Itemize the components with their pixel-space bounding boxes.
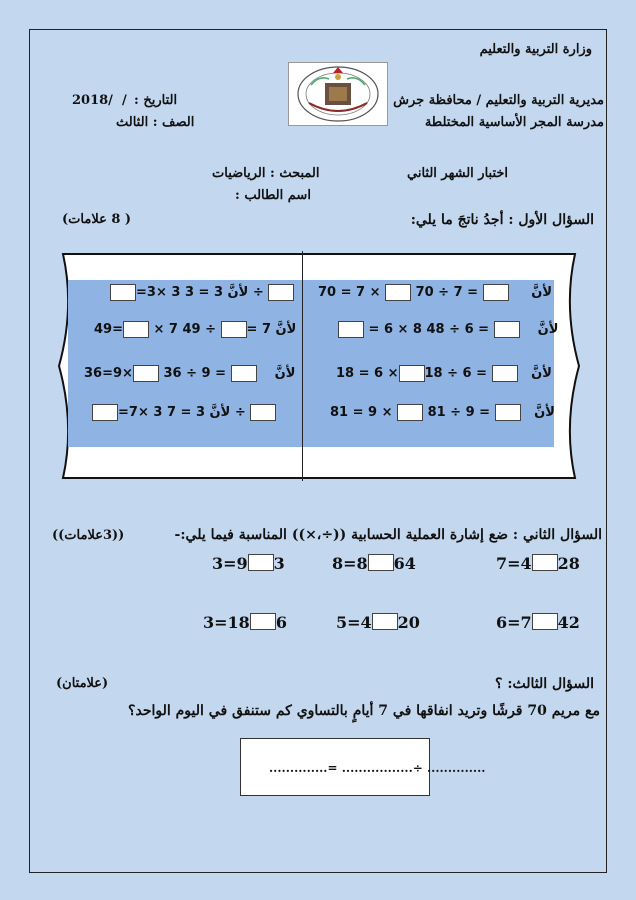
ministry-name: وزارة التربية والتعليم — [479, 42, 592, 57]
operator-box[interactable] — [532, 613, 558, 630]
q1-right-row-4: 81 = 9 × لأنَّ = 9 ÷ 81 — [330, 405, 555, 420]
q2-item: 3=18 6 — [203, 613, 287, 632]
q2-item: 3=9 3 — [212, 554, 285, 573]
q3-answer-box[interactable] — [240, 738, 486, 796]
answer-box[interactable] — [221, 321, 247, 338]
q1-right-row-1: 70 = 7 × لأنَّ = 7 ÷ 70 — [318, 285, 553, 300]
student-name-label: اسم الطالب : — [235, 188, 311, 203]
answer-box[interactable] — [268, 284, 294, 301]
ministry-logo — [288, 62, 388, 126]
directorate-name: مديرية التربية والتعليم / محافظة جرش — [393, 93, 604, 108]
q1-left-row-4: =7× 3 لأنَّ 3 = 7 ÷ — [92, 404, 276, 421]
operator-box[interactable] — [532, 554, 558, 571]
q3-answer-template: ..............= .................÷ .............. — [269, 761, 486, 775]
answer-box[interactable] — [385, 284, 411, 301]
answer-box[interactable] — [338, 321, 364, 338]
operator-box[interactable] — [372, 613, 398, 630]
q2-item: 5=4 20 — [336, 613, 420, 632]
answer-box[interactable] — [92, 404, 118, 421]
answer-box[interactable] — [250, 404, 276, 421]
answer-box[interactable] — [399, 365, 425, 382]
worksheet-page — [29, 29, 607, 873]
answer-box[interactable] — [483, 284, 509, 301]
q2-item: 6=7 42 — [496, 613, 580, 632]
answer-box[interactable] — [494, 321, 520, 338]
q3-marks: (علامتان) — [56, 676, 109, 691]
answer-box[interactable] — [495, 404, 521, 421]
exam-title: اختبار الشهر الثاني — [407, 166, 509, 181]
answer-box[interactable] — [110, 284, 136, 301]
answer-box[interactable] — [397, 404, 423, 421]
q1-exercise-panel — [68, 280, 554, 447]
subject-label: المبحث : الرياضيات — [212, 166, 320, 181]
date-value: 2018/ / — [72, 93, 127, 108]
q2-item: 7=4 28 — [496, 554, 580, 573]
q1-left-row-1: =3× 3 لأنَّ 3 = 3 ÷ — [110, 284, 294, 301]
answer-box[interactable] — [231, 365, 257, 382]
operator-box[interactable] — [368, 554, 394, 571]
q2-marks: ((3علامات)) — [52, 528, 125, 543]
q1-left-row-3: 36=9× لأنَّ = 9 ÷ 36 — [84, 366, 296, 381]
school-name: مدرسة المجر الأساسية المختلطة — [424, 115, 604, 130]
operator-box[interactable] — [248, 554, 274, 571]
q1-right-row-3: 18 = 6 × لأنَّ = 6 ÷ 18 — [336, 366, 552, 381]
date-label: التاريخ : — [134, 93, 178, 108]
q1-marks: ( 8 علامات) — [62, 212, 132, 227]
answer-box[interactable] — [492, 365, 518, 382]
q1-right-row-2: = 6 × 8 لأنَّ = 6 ÷ 48 — [338, 321, 558, 338]
q2-item: 8=8 64 — [332, 554, 416, 573]
q1-divider — [302, 251, 303, 481]
answer-box[interactable] — [133, 365, 159, 382]
q2-title: السؤال الثاني : ضع إشارة العملية الحسابية ((÷،×)) المناسبة فيما يلي:- — [174, 527, 602, 543]
operator-box[interactable] — [250, 613, 276, 630]
grade-label: الصف : الثالث — [116, 115, 195, 130]
q1-left-row-2: 49= × 7 لأنَّ 7 = ÷ 49 — [94, 322, 297, 337]
q1-title: السؤال الأول : أجدُ ناتجَ ما يلي: — [410, 212, 594, 228]
q3-title: السؤال الثالث: ؟ — [495, 676, 594, 692]
q3-question: مع مريم 70 قرشًا وتريد انفاقها في 7 أيامٍ بالتساوي كم ستنفق في اليوم الواحد؟ — [128, 703, 600, 719]
answer-box[interactable] — [123, 321, 149, 338]
